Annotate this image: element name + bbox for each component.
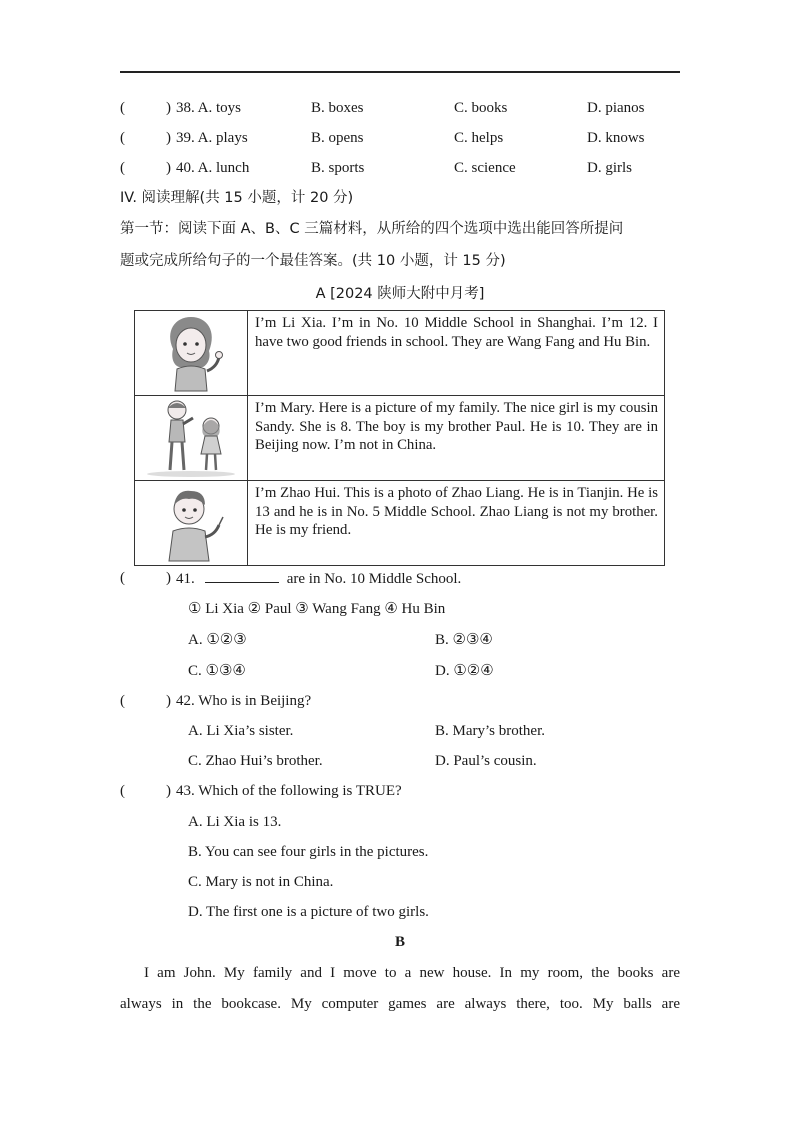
question-39 [120, 127, 680, 149]
section-one-instructions-line2: 题或完成所给句子的一个最佳答案。(共 10 小题，计 15 分) [120, 253, 506, 269]
picture-cell [135, 396, 248, 481]
option-c: C. science [454, 160, 516, 176]
answer-paren-left: ( [120, 160, 125, 176]
passage-a-title: A [2024 陕师大附中月考] [315, 286, 485, 302]
picture-cell [135, 481, 248, 566]
answer-paren-right: ) [166, 100, 171, 116]
q41-option-a: A. ①②③ [188, 632, 247, 648]
passage-text: I’m Li Xia. I’m in No. 10 Middle School in Shanghai. I’m 12. I have two good friends in school. They are Wang Fang and Hu Bin. [248, 311, 665, 396]
answer-paren-left: ( [120, 783, 125, 799]
question-number: 41. [176, 571, 195, 587]
question-43 [120, 780, 680, 802]
stem-text: are in No. 10 Middle School. [286, 571, 462, 587]
answer-paren-left: ( [120, 693, 125, 709]
answer-paren-right: ) [166, 130, 171, 146]
q41-items: ① Li Xia ② Paul ③ Wang Fang ④ Hu Bin [188, 601, 446, 617]
q42-option-b: B. Mary’s brother. [435, 723, 545, 739]
q42-option-c: C. Zhao Hui’s brother. [188, 753, 323, 769]
answer-paren-left: ( [120, 570, 125, 586]
table-row [135, 311, 665, 396]
answer-paren-left: ( [120, 100, 125, 116]
option-c: C. books [454, 100, 508, 116]
q41-option-c: C. ①③④ [188, 663, 246, 679]
answer-paren-right: ) [166, 783, 171, 799]
q42-option-a: A. Li Xia’s sister. [188, 723, 294, 739]
question-40 [120, 157, 680, 179]
q41-option-b: B. ②③④ [435, 632, 493, 648]
girl-waving-icon [135, 311, 247, 393]
answer-blank [205, 567, 279, 583]
passage-b-text-line1: I am John. My family and I move to a new house. In my room, the books are [144, 965, 680, 981]
option-d: D. pianos [587, 100, 645, 116]
option-b: B. sports [311, 160, 365, 176]
q41-option-d: D. ①②④ [435, 663, 494, 679]
passage-a-table [134, 310, 665, 566]
question-42 [120, 690, 680, 712]
answer-paren-left: ( [120, 130, 125, 146]
boy-pointing-icon [135, 481, 247, 563]
question-stem: 43. Which of the following is TRUE? [176, 783, 402, 799]
passage-b-title: B [394, 934, 405, 950]
question-stem: 42. Who is in Beijing? [176, 693, 312, 709]
option-b: B. opens [311, 130, 364, 146]
section-one-instructions-line1: 第一节：阅读下面 A、B、C 三篇材料，从所给的四个选项中选出能回答所提问 [120, 221, 624, 237]
table-row [135, 481, 665, 566]
question-41 [120, 567, 680, 589]
passage-b-line2: always in the bookcase. My computer games are always there, too. My balls are [120, 996, 680, 1012]
q43-option-d: D. The first one is a picture of two girls. [188, 904, 429, 920]
answer-paren-right: ) [166, 570, 171, 586]
top-rule [120, 71, 680, 73]
option-c: C. helps [454, 130, 504, 146]
table-row [135, 396, 665, 481]
q43-option-a: A. Li Xia is 13. [188, 814, 282, 830]
answer-paren-right: ) [166, 693, 171, 709]
picture-cell [135, 311, 248, 396]
passage-text: I’m Mary. Here is a picture of my family. The nice girl is my cousin Sandy. She is 8. The boy is my brother Paul. He is 10. They are in Beijing now. I’m not in China. [248, 396, 665, 481]
boy-and-girl-icon [135, 396, 247, 478]
q42-option-d: D. Paul’s cousin. [435, 753, 537, 769]
option-a: 40. A. lunch [176, 160, 250, 176]
option-d: D. knows [587, 130, 645, 146]
passage-text: I’m Zhao Hui. This is a photo of Zhao Liang. He is in Tianjin. He is 13 and he is in No. 5 Middle School. Zhao Liang is not my brother. He is my friend. [248, 481, 665, 566]
question-38 [120, 97, 680, 119]
option-a: 38. A. toys [176, 100, 242, 116]
option-d: D. girls [587, 160, 632, 176]
option-a: 39. A. plays [176, 130, 248, 146]
answer-paren-right: ) [166, 160, 171, 176]
section-iv-heading: IV. 阅读理解(共 15 小题，计 20 分) [120, 190, 354, 206]
option-b: B. boxes [311, 100, 364, 116]
q43-option-b: B. You can see four girls in the pictures. [188, 844, 429, 860]
q43-option-c: C. Mary is not in China. [188, 874, 334, 890]
question-stem [176, 567, 461, 590]
passage-b-line1 [120, 962, 680, 984]
